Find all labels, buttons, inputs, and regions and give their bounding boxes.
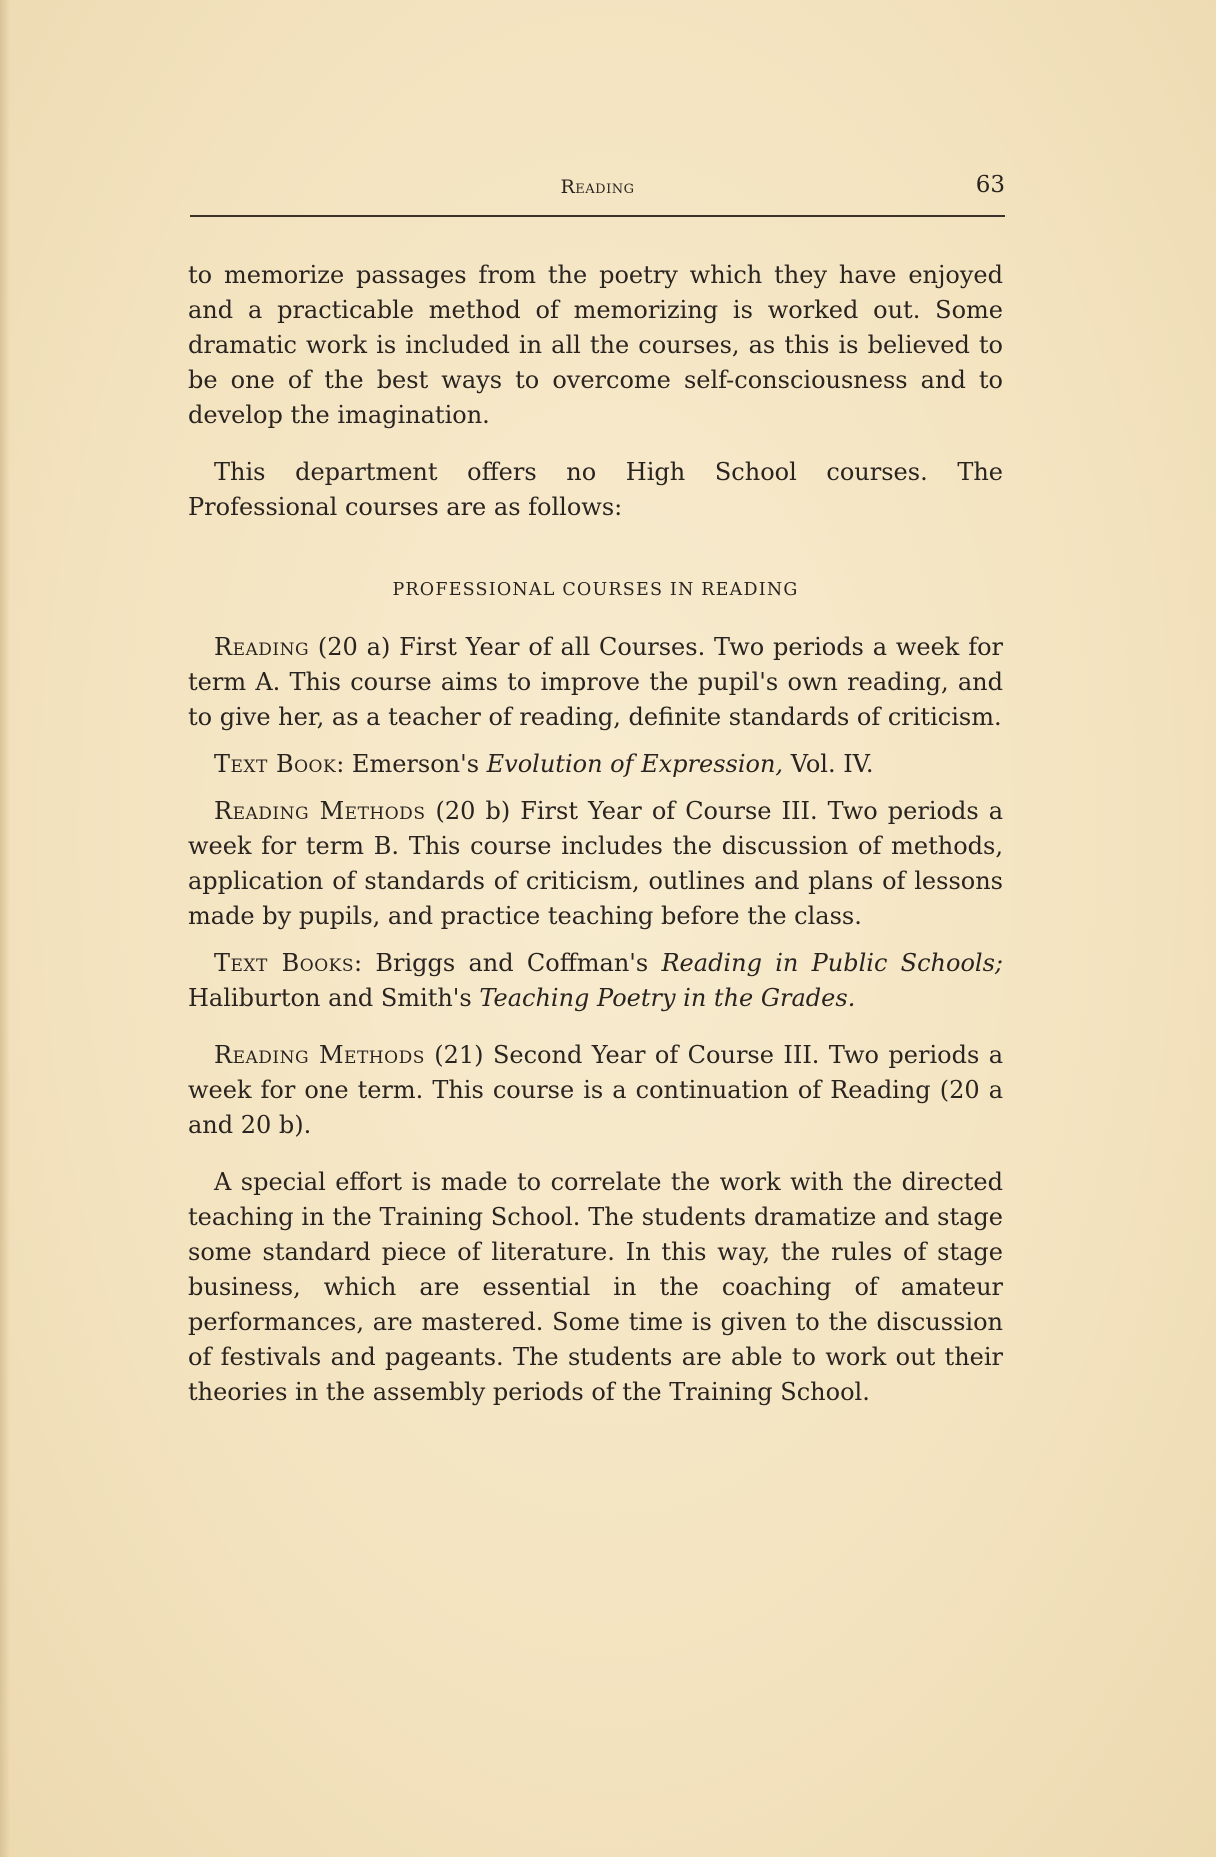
page-edge-shadow [0, 0, 10, 1857]
book-volume: Vol. IV. [783, 750, 874, 778]
course-text-book [188, 747, 1003, 782]
course-reading-20a [188, 630, 1003, 735]
course-reading-methods-21 [188, 1038, 1003, 1143]
course-description: (20 b) First Year of Course III. Two periods a week for term B. This course includes the discussion of methods, application of standards of criticism, outlines and plans of lessons made by pupils, and practice teaching before the class. [188, 797, 1003, 930]
course-list [188, 630, 1003, 1410]
intro-paragraph-continued: to memorize passages from the poetry which they have enjoyed and a practicable method of memorizing is worked out. Some dramatic work is included in all the courses, as this is believed to be one of the best ways to overcome self-consciousness and to develop the imagination. [188, 261, 1003, 429]
book-title: Evolution of Expression, [486, 750, 784, 778]
label-separator: : [336, 750, 352, 778]
page-number: 63 [975, 172, 1005, 198]
page-header [190, 172, 1005, 212]
running-head: Reading [560, 176, 635, 198]
book-author: Briggs and Coffman's [375, 949, 662, 977]
course-note-paragraph: A special effort is made to correlate the work with the directed teaching in the Training School. The students dramatize and stage some standard piece of literature. In this way, the rules of stage business, which are essential in the coaching of amateur performances, are mastered. Some time is given to the discussion of festivals and pageants. The students are able to work out their theories in the assembly periods of the Training School. [188, 1168, 1003, 1406]
course-name: Reading Methods [214, 797, 426, 825]
course-text-books [188, 946, 1003, 1016]
course-name: Reading [214, 633, 310, 661]
section-heading: PROFESSIONAL COURSES IN READING [392, 580, 799, 600]
book-title: Teaching Poetry in the Grades. [479, 984, 856, 1012]
course-description: (20 a) First Year of all Courses. Two periods a week for term A. This course aims to improve the pupil's own reading, and to give her, as a teacher of reading, definite standards of criticism. [188, 633, 1003, 731]
page-body [188, 258, 1003, 1422]
label-separator: : [354, 949, 376, 977]
text-book-label: Text Book [214, 750, 337, 778]
header-rule [190, 215, 1005, 217]
intro-paragraph: This department offers no High School courses. The Professional courses are as follows: [188, 458, 1003, 521]
text-books-label: Text Books [214, 949, 354, 977]
book-title: Reading in Public Schools; [661, 949, 1003, 977]
book-author: Emerson's [351, 750, 487, 778]
course-description: (21) Second Year of Course III. Two periods a week for one term. This course is a continuation of Reading (20 a and 20 b). [188, 1041, 1003, 1139]
book-author: Haliburton and Smith's [188, 984, 480, 1012]
course-reading-methods-20b [188, 794, 1003, 934]
course-name: Reading Methods [214, 1041, 425, 1069]
